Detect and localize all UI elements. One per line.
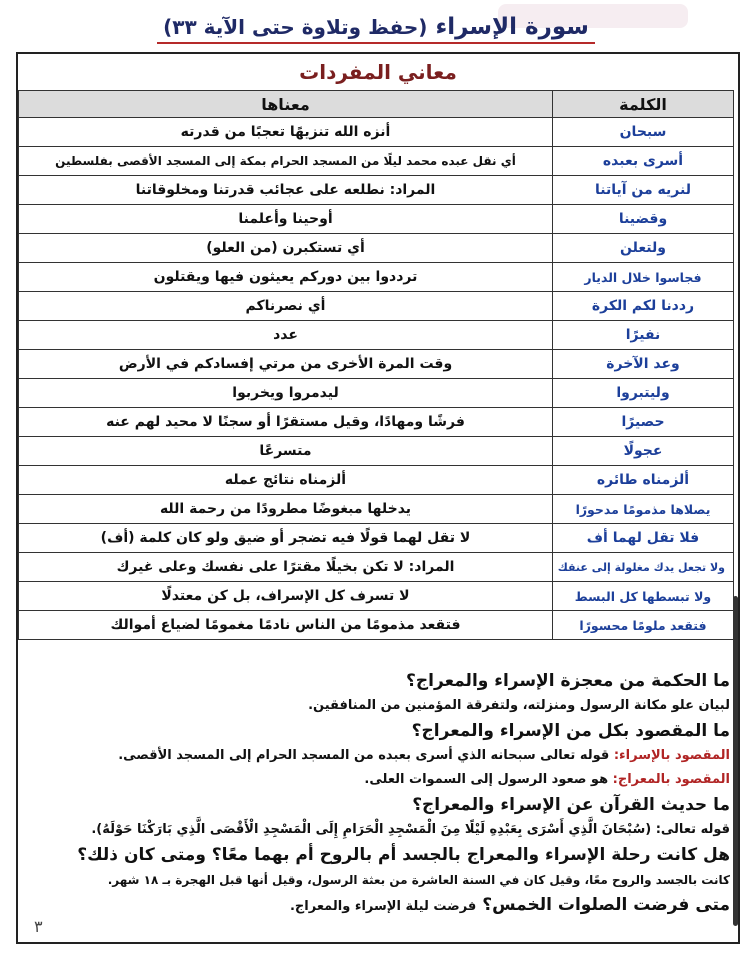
question-2: ما المقصود بكل من الإسراء والمعراج؟ (411, 721, 730, 741)
vocab-word: فجاسوا خلال الديار (553, 263, 734, 292)
vocab-word: نفيرًا (553, 321, 734, 350)
table-row (19, 495, 734, 524)
vocab-word: رددنا لكم الكرة (553, 292, 734, 321)
vocab-meaning: المراد: نطلعه على عجائب قدرتنا ومخلوقاتنا (19, 176, 553, 205)
col-word-header: الكلمة (553, 91, 734, 118)
questions-section (26, 668, 730, 919)
answer-2 (26, 744, 730, 768)
vocab-meaning: يدخلها مبغوضًا مطرودًا من رحمة الله (19, 495, 553, 524)
vocab-word: فلا تقل لهما أف (553, 524, 734, 553)
title-area (12, 14, 740, 44)
answer-4: قوله تعالى: (سُبْحَانَ الَّذِي أَسْرَى بِعَبْدِهِ لَيْلًا مِنَ الْمَسْجِدِ الْحَرَامِ إِلَى الْمَسْجِدِ الْأَقْصَى الَّذِي بَارَكْنَا حَوْلَهُ). (91, 822, 730, 837)
vocab-word: عجولًا (553, 437, 734, 466)
vocab-body (19, 118, 734, 640)
col-meaning-header: معناها (19, 91, 553, 118)
vocab-word: حصيرًا (553, 408, 734, 437)
table-row (19, 611, 734, 640)
vocab-meaning: فرشًا ومهادًا، وقيل مستقرًا أو سجنًا لا محيد لهم عنه (19, 408, 553, 437)
vocab-meaning: أنزه الله تنزيهًا تعجبًا من قدرته (19, 118, 553, 147)
answer-3-label: المقصود بالمعراج: (612, 772, 730, 787)
surah-subtitle: (حفظ وتلاوة حتى الآية ٣٣) (163, 15, 428, 39)
page-title (157, 14, 595, 44)
vocab-meaning: عدد (19, 321, 553, 350)
table-header-row (19, 91, 734, 118)
document-page (12, 6, 740, 948)
answer-3-text: هو صعود الرسول إلى السموات العلى. (364, 772, 609, 787)
vocab-meaning: أي تستكبرن (من العلو) (19, 234, 553, 263)
question-5-line (26, 892, 730, 919)
vocab-meaning: ألزمناه نتائج عمله (19, 466, 553, 495)
answer-5: كانت بالجسد والروح معًا، وقيل كان في السنة العاشرة من بعثة الرسول، وقيل أنها قبل الهجرة بـ ١٨ شهر. (107, 873, 730, 887)
vocab-meaning: لا تقل لهما قولًا فيه تضجر أو ضيق ولو كان كلمة (أف) (19, 524, 553, 553)
scrollbar[interactable] (733, 596, 738, 926)
table-row (19, 408, 734, 437)
table-row (19, 321, 734, 350)
table-row (19, 466, 734, 495)
vocab-word: ألزمناه طائره (553, 466, 734, 495)
content-frame (16, 52, 740, 944)
table-row (19, 350, 734, 379)
table-row (19, 234, 734, 263)
table-row (19, 379, 734, 408)
answer-1: لبيان علو مكانة الرسول ومنزلته، ولتفرقة المؤمنين من المنافقين. (308, 698, 730, 713)
question-4: هل كانت رحلة الإسراء والمعراج بالجسد أم بالروح أم بهما معًا؟ ومتى كان ذلك؟ (77, 845, 730, 865)
page-number: ٣ (34, 917, 43, 936)
vocab-table (18, 90, 734, 640)
vocab-word: وقضينا (553, 205, 734, 234)
vocab-meaning: أي نصرناكم (19, 292, 553, 321)
vocab-word: وعد الآخرة (553, 350, 734, 379)
answer-3 (26, 768, 730, 792)
table-row (19, 263, 734, 292)
vocab-meaning: وقت المرة الأخرى من مرتي إفسادكم في الأرض (19, 350, 553, 379)
answer-2-label: المقصود بالإسراء: (613, 748, 730, 763)
vocab-word: لنريه من آياتنا (553, 176, 734, 205)
vocab-word: وليتبروا (553, 379, 734, 408)
table-row (19, 553, 734, 582)
table-row (19, 118, 734, 147)
vocab-word: أسرى بعبده (553, 147, 734, 176)
table-row (19, 205, 734, 234)
vocab-meaning: فتقعد مذمومًا من الناس نادمًا مغمومًا لضياع أموالك (19, 611, 553, 640)
question-1: ما الحكمة من معجزة الإسراء والمعراج؟ (406, 671, 730, 691)
table-row (19, 524, 734, 553)
vocab-meaning: أي نقل عبده محمد ليلًا من المسجد الحرام بمكة إلى المسجد الأقصى بفلسطين (19, 147, 553, 176)
table-row (19, 176, 734, 205)
vocab-word: سبحان (553, 118, 734, 147)
table-row (19, 147, 734, 176)
table-row (19, 437, 734, 466)
vocab-word: ولتعلن (553, 234, 734, 263)
vocab-meaning: لا تسرف كل الإسراف، بل كن معتدلًا (19, 582, 553, 611)
vocab-meaning: ليدمروا ويخربوا (19, 379, 553, 408)
answer-6: فرضت ليلة الإسراء والمعراج. (289, 899, 477, 914)
question-5: متى فرضت الصلوات الخمس؟ (482, 895, 730, 915)
vocab-meaning: متسرعًا (19, 437, 553, 466)
vocab-word: ولا تجعل يدك مغلولة إلى عنقك (553, 553, 734, 582)
vocab-meaning: أوحينا وأعلمنا (19, 205, 553, 234)
vocab-meaning: ترددوا بين دوركم يعيثون فيها ويقتلون (19, 263, 553, 292)
vocab-heading: معاني المفردات (299, 60, 457, 84)
vocab-word: يصلاها مذمومًا مدحورًا (553, 495, 734, 524)
vocab-word: ولا تبسطها كل البسط (553, 582, 734, 611)
question-3: ما حديث القرآن عن الإسراء والمعراج؟ (412, 795, 730, 815)
table-row (19, 292, 734, 321)
vocab-meaning: المراد: لا تكن بخيلًا مقترًا على نفسك وعلى غيرك (19, 553, 553, 582)
vocab-word: فتقعد ملومًا محسورًا (553, 611, 734, 640)
surah-title: سورة الإسراء (435, 14, 589, 40)
answer-2-text: قوله تعالى سبحانه الذي أسرى بعبده من المسجد الحرام إلى المسجد الأقصى. (118, 748, 610, 763)
table-row (19, 582, 734, 611)
